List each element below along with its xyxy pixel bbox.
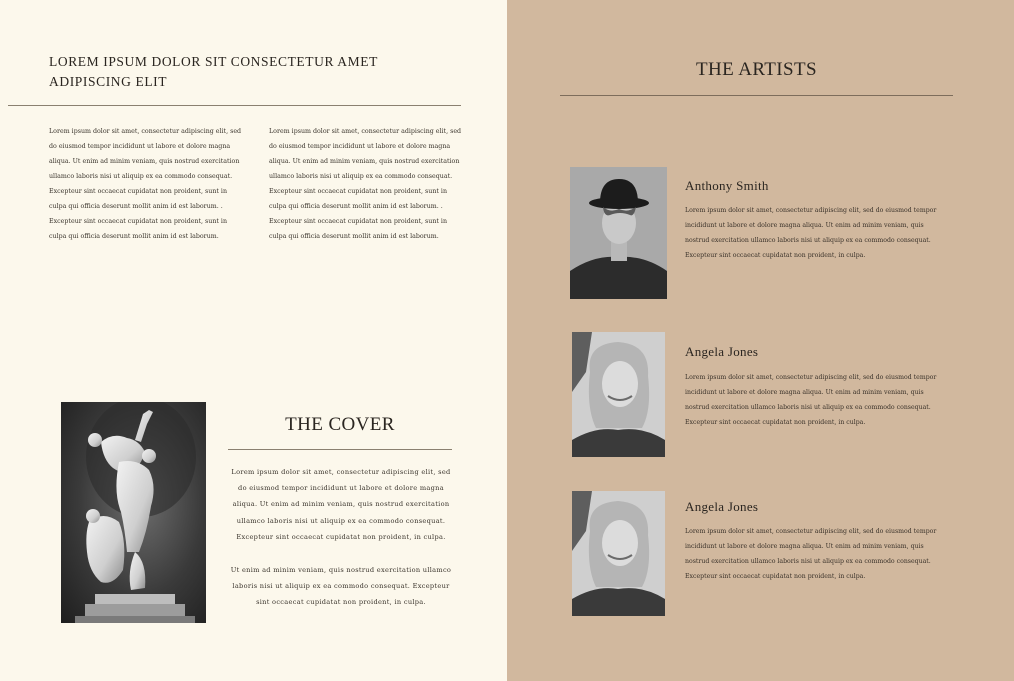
cover-divider [228,449,452,450]
title-divider [8,105,461,106]
artist-bio: Lorem ipsum dolor sit amet, consectetur adipiscing elit, sed do eiusmod tempor incididunt ut labore et dolore magna aliqua. Ut enim ad minim veniam, quis nostrud exercitation ullamco laboris nisi ut aliquip ex ea commodo consequat. Excepteur sint occaecat cupidatat non proident, in culpa. [685,207,937,259]
artist-photo-angela-jones [572,332,665,457]
artist-photo-anthony-smith [570,167,667,299]
artists-divider [560,95,953,96]
artist-name: Angela Jones [685,344,759,359]
body-column-1: Lorem ipsum dolor sit amet, consectetur adipiscing elit, sed do eiusmod tempor incididunt ut labore et dolore magna aliqua. Ut enim ad minim veniam, quis nostrud exercitation ullamco laboris nisi ut aliquip ex ea commodo consequat. Excepteur sint occaecat cupidatat non proident, sunt in culpa qui officia deserunt mollit anim id est laborum. . Excepteur sint occaecat cupidatat non proident, sunt in culpa qui officia deserunt mollit anim id est laborum. [49,128,242,240]
page-title: LOREM IPSUM DOLOR SIT CONSECTETUR AMET ADIPISCING ELIT [49,54,378,89]
cover-paragraph-2: Ut enim ad minim veniam, quis nostrud exercitation ullamco laboris nisi ut aliquip ex ea commodo consequat. Excepteur sint occaecat cupidatat non proident, in culpa. [230,566,452,607]
artist-name: Anthony Smith [685,178,769,193]
body-column-2: Lorem ipsum dolor sit amet, consectetur adipiscing elit, sed do eiusmod tempor incididunt ut labore et dolore magna aliqua. Ut enim ad minim veniam, quis nostrud exercitation ullamco laboris nisi ut aliquip ex ea commodo consequat. Excepteur sint occaecat cupidatat non proident, sunt in culpa qui officia deserunt mollit anim id est laborum. . Excepteur sint occaecat cupidatat non proident, sunt in culpa qui officia deserunt mollit anim id est laborum. [269,128,462,240]
artist-photo-angela-jones [572,491,665,616]
artists-title: THE ARTISTS [696,59,817,80]
cover-statue-image [61,402,206,623]
artist-bio: Lorem ipsum dolor sit amet, consectetur adipiscing elit, sed do eiusmod tempor incididunt ut labore et dolore magna aliqua. Ut enim ad minim veniam, quis nostrud exercitation ullamco laboris nisi ut aliquip ex ea commodo consequat. Excepteur sint occaecat cupidatat non proident, in culpa. [685,374,937,426]
cover-paragraph-1: Lorem ipsum dolor sit amet, consectetur adipiscing elit, sed do eiusmod tempor incididunt ut labore et dolore magna aliqua. Ut enim ad minim veniam, quis nostrud exercitation ullamco laboris nisi ut aliquip ex ea commodo consequat. Excepteur sint occaecat cupidatat non proident, in culpa. [231,468,451,541]
artist-bio: Lorem ipsum dolor sit amet, consectetur adipiscing elit, sed do eiusmod tempor incididunt ut labore et dolore magna aliqua. Ut enim ad minim veniam, quis nostrud exercitation ullamco laboris nisi ut aliquip ex ea commodo consequat. Excepteur sint occaecat cupidatat non proident, in culpa. [685,528,937,580]
cover-title: THE COVER [285,414,395,435]
artist-name: Angela Jones [685,499,759,514]
